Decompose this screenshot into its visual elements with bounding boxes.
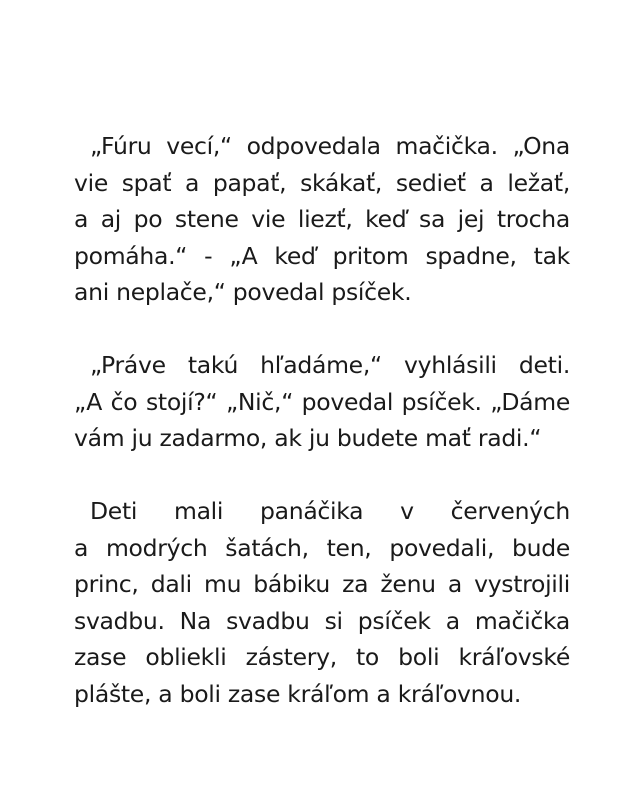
paragraph <box>74 128 570 311</box>
text-line: a modrých šatách, ten, povedali, bude <box>74 533 570 562</box>
paragraph <box>74 347 570 457</box>
text-line: a aj po stene vie liezť, keď sa jej trocha <box>74 205 570 233</box>
text-line: vám ju zadarmo, ak ju budete mať radi.“ <box>74 424 542 452</box>
text-line: vie spať a papať, skákať, sedieť a ležať, <box>74 168 570 197</box>
text-line: „Fúru vecí,“ odpovedala mačička. „Ona <box>90 132 570 160</box>
text-line: plášte, a boli zase kráľom a kráľovnou. <box>74 679 522 708</box>
text-line: ani neplače,“ povedal psíček. <box>74 278 412 306</box>
story-text <box>74 128 570 712</box>
text-line: „Práve takú hľadáme,“ vyhlásili deti. <box>90 351 570 379</box>
text-line: princ, dali mu bábiku za ženu a vystrojili <box>74 570 570 598</box>
text-line: zase obliekli zástery, to boli kráľovské <box>74 643 570 671</box>
text-line: svadbu. Na svadbu si psíček a mačička <box>74 606 570 635</box>
text-line: Deti mali panáčika v červených <box>90 497 570 525</box>
text-line: „A čo stojí?“ „Nič,“ povedal psíček. „Dáme <box>74 387 570 416</box>
paragraph <box>74 493 570 712</box>
text-line: pomáha.“ - „A keď pritom spadne, tak <box>74 241 570 270</box>
